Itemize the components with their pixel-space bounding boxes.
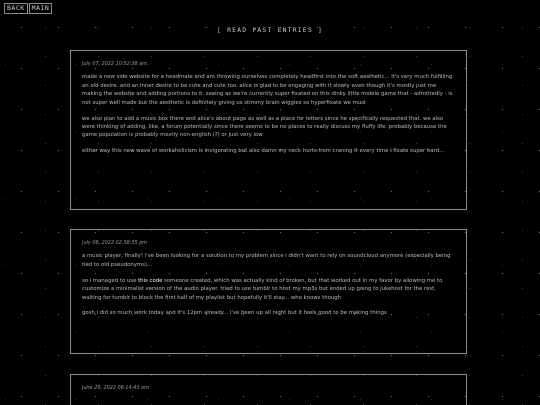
blog-post <box>70 374 467 405</box>
page-title: [ READ PAST ENTRIES ] <box>217 26 323 34</box>
post-paragraph: we also plan to add a music box there and alice's about page as well as a place for letters since he specifically requested that. we also were thinking of adding, like, a forum potentially since there seems to be no places to really discuss my fluffy life. probably because the game population is probably mostly non-english (?) or just very low <box>82 115 447 139</box>
post-date: July 07, 2022 10:52:38 am <box>82 61 147 67</box>
post-paragraph: either way this new wave of workaholicism is invigorating but also damn my neck hurts from craning it every time i fixate super hard... <box>82 148 445 155</box>
blog-post <box>70 229 467 354</box>
post-paragraph: made a new side website for a headmate and am throwing ourselves completely headfirst into the soft aesthetic... it's very much fulfilling an old desire. and an inner desire to be cute and cute too. alice is glad to be engaging with it slowly even though it's mostly just me making the website and adding portions to it. seeing as we're currently super fixated on this dinky little mobile game that - admittedly - is not super well made but the aesthetic is definitely giving us stimmy brain wiggles so hyperfixate we must <box>82 74 453 106</box>
paragraph-text: so i managed to use <box>82 277 139 284</box>
back-link[interactable]: BACK <box>4 3 28 14</box>
post-paragraph <box>82 277 455 302</box>
post-date: June 29, 2022 06:14:43 am <box>82 385 149 391</box>
paragraph-text: someone created, which was actually kind of broken, but that worked out in my favor by allowing me to customize a minimalist version of the audio player. tried to use tumblr to host my mp3s but ended up going to jukehost for the rest, waiting for tumblr to block the first half of my playlist but hopefully it'll stay... who knows though <box>82 277 443 301</box>
post-paragraph: a music player, finally! i've been looking for a solution to my problem since i didn't want to rely on soundcloud anymore (especially being tied to old pseudonyms)... <box>82 253 451 268</box>
code-link[interactable]: this code <box>138 277 163 284</box>
top-nav <box>4 3 53 14</box>
main-link[interactable]: MAIN <box>29 3 53 14</box>
post-paragraph: gosh i did so much work today and it's 12pm already... i've been up all night but it feels good to be making things <box>82 310 387 317</box>
blog-post <box>70 50 467 210</box>
post-date: July 06, 2022 02:58:55 pm <box>82 240 148 246</box>
